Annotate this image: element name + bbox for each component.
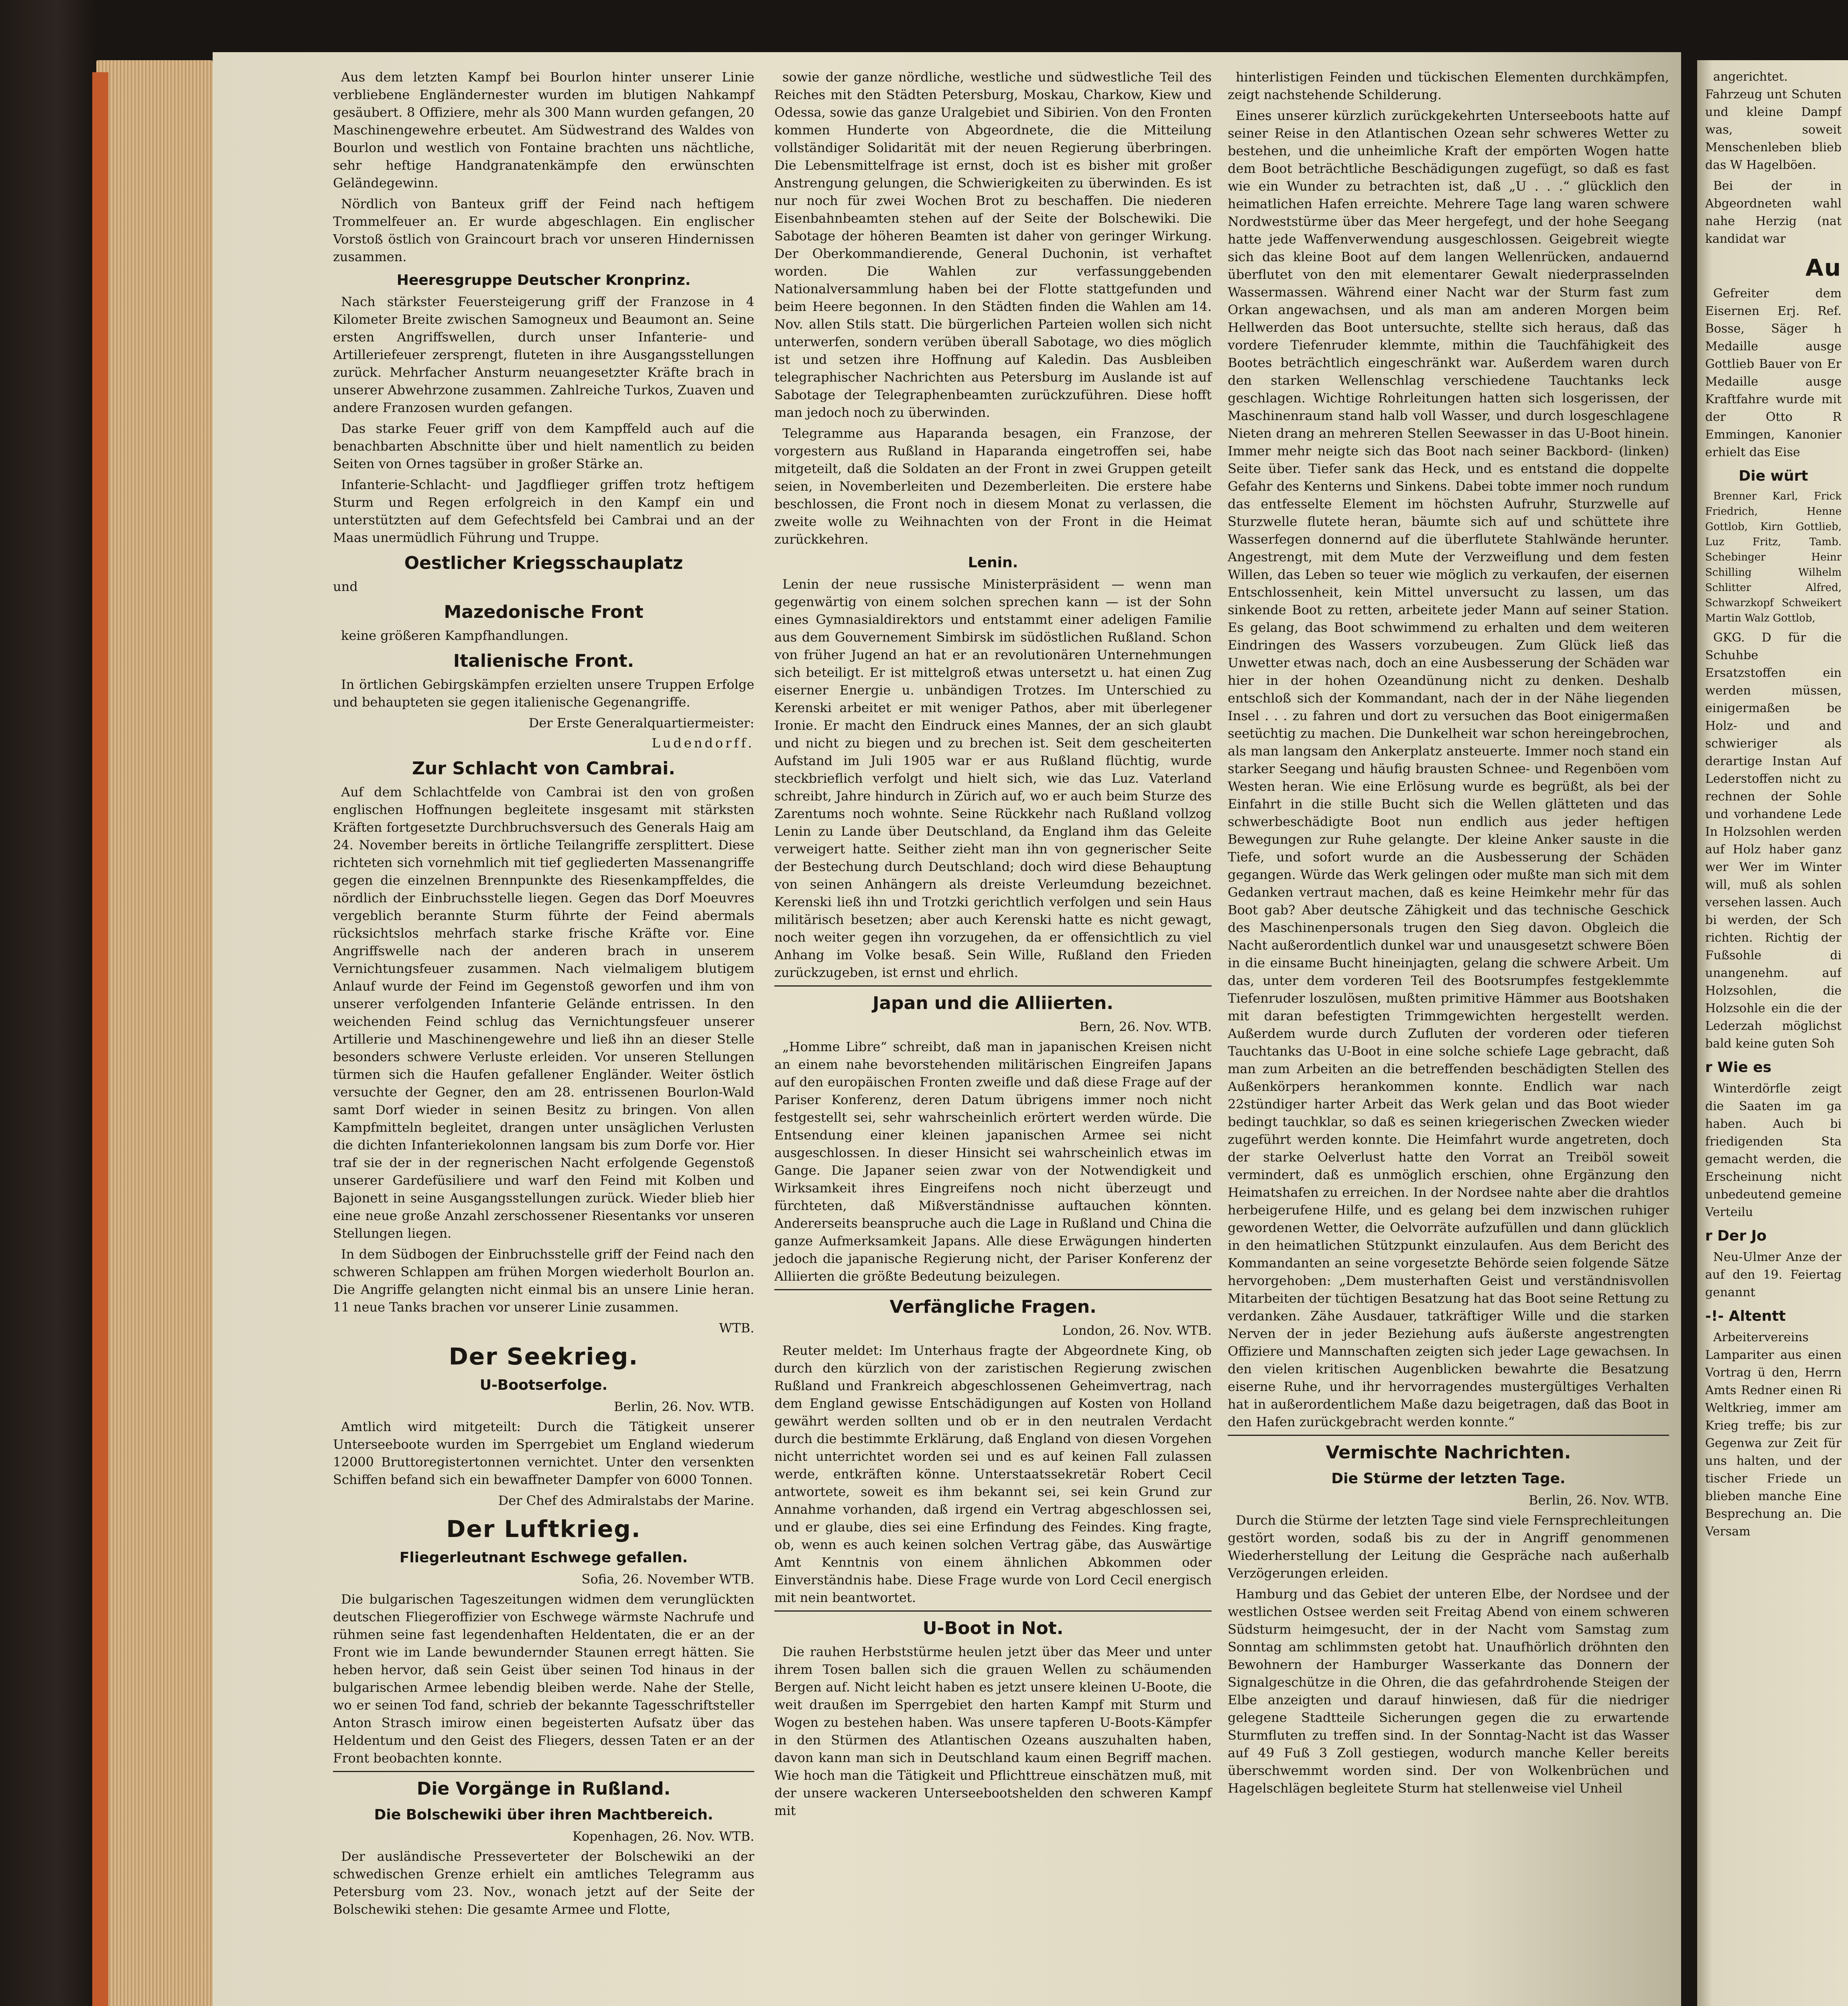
page-edges bbox=[96, 60, 213, 2006]
paragraph: hinterlistigen Feinden und tückischen Elementen durchkämpfen, zeigt nachstehende Schilderung. bbox=[1228, 69, 1669, 102]
paragraph: Amtlich wird mitgeteilt: Durch die Tätigkeit unserer Unterseeboote wurden im Sperrgebiet um England wiederum 12000 Bruttoregistertonnen vernichtet. Unter den versenkten Schiffen befand sich ein bewaffneter Dampfer von 6000 Tonnen. bbox=[333, 1419, 754, 1487]
dateline: Berlin, 26. Nov. WTB. bbox=[613, 1399, 754, 1414]
divider bbox=[774, 985, 1212, 987]
signature-name: Ludendorff. bbox=[652, 735, 754, 751]
section-heading: Der Seekrieg. bbox=[449, 1343, 639, 1370]
paragraph: Neu-Ulmer Anze der auf den 19. Feiertag genannt bbox=[1705, 1250, 1842, 1299]
paragraph: Das starke Feuer griff von dem Kampffeld auch auf die benachbarten Abschnitte über und hielt namentlich zu beiden Seiten von Ornes tagsüber in großer Stärke an. bbox=[333, 421, 754, 471]
signature: Der Chef des Admiralstabs der Marine. bbox=[498, 1493, 754, 1508]
dateline: Sofia, 26. November WTB. bbox=[581, 1572, 754, 1587]
section-heading: Mazedonische Front bbox=[444, 602, 644, 622]
divider bbox=[333, 1771, 754, 1772]
paragraph: Der ausländische Presseverteter der Bolschewiki an der schwedischen Grenze erhielt ein amtliches Telegramm aus Petersburg vom 23. Nov., wonach jetzt auf der Seite der Bolschewiki stehen: Die gesamte Armee und Flotte, bbox=[333, 1849, 754, 1917]
section-heading: Verfängliche Fragen. bbox=[889, 1297, 1097, 1317]
subheading: Die Stürme der letzten Tage. bbox=[1331, 1470, 1566, 1487]
section-heading: Vermischte Nachrichten. bbox=[1326, 1442, 1571, 1463]
paragraph: In dem Südbogen der Einbruchsstelle griff der Feind nach den schweren Schlappen am frühen Morgen wiederholt Bourlon an. Die Angriffe gelangten nicht einmal bis an unsere Linie heran. 11 neue Tanks brachen vor unserer Linie zusammen. bbox=[333, 1247, 754, 1315]
section-heading: Japan und die Alliierten. bbox=[873, 993, 1113, 1013]
source-tag: WTB. bbox=[719, 1320, 754, 1336]
paragraph: Lenin der neue russische Ministerpräsident — wenn man gegenwärtig von einem solchen sprechen kann — ist der Sohn eines Gymnasialdirektors und entstammt einer adeligen Familie aus dem Gouvernement Simbirsk im südöstlichen Rußland. Schon von früher Jugend an hat er an revolutionären Unternehmungen sich beteiligt. Er ist mittelgroß etwas untersetzt u. hat einen Zug eiserner Energie u. unbändigen Trotzes. Im Unterschied zu Kerenski arbeitet er mit weniger Pathos, aber mit überlegener Ironie. Er macht den Eindruck eines Mannes, der an sich glaubt und nicht zu biegen und zu brechen ist. Seit dem gescheiterten Aufstand im Juli 1905 war er aus Rußland flüchtig, wurde steckbrieflich verfolgt und hielt sich, wie das Luz. Vaterland schreibt, Jahre hindurch in Zürich auf, wo er auch beim Sturze des Zarentums noch wohnte. Seine Rückkehr nach Rußland vollzog Lenin zu Lande über Deutschland, da England ihm das Geleite verweigert hatte. Seither zieht man ihn von gegnerischer Seite der Bestechung durch Deutschland; doch wird diese Behauptung von seinen Anhängern als dreiste Verleumdung bezeichnet. Kerenski ließ ihn und Trotzki gerichtlich verfolgen und sein Haus militärisch besetzen; aber auch Kerenski hatte es nicht gewagt, noch weiter gegen ihn vorzugehen, da er offensichtlich zu viel Anhang im Volke besaß. Sein Wille, Rußland den Frieden zurückzugeben, ist ernst und ehrlich. bbox=[774, 577, 1212, 980]
paragraph: Die rauhen Herbststürme heulen jetzt über das Meer und unter ihrem Tosen ballen sich die grauen Wellen zu schäumenden Bergen auf. Nicht leicht haben es jetzt unsere kleinen U-Boote, die weit draußen im Sperrgebiet den harten Kampf mit Sturm und Wogen zu bestehen haben. Was unsere tapferen U-Boots-Kämpfer in den Stürmen des Atlantischen Ozeans auszuhalten haben, davon kann man sich in Deutschland kaum einen Begriff machen. Wie hoch man die Tätigkeit und Pflichttreue einschätzen muß, mit der unsere wackeren Unterseebootshelden den schweren Kampf mit bbox=[774, 1644, 1212, 1818]
paragraph: angerichtet. Fahrzeug unt Schuten und kleine Dampf was, soweit Menschenleben blieb das W Hagelböen. bbox=[1705, 70, 1842, 172]
paragraph: Winterdörfle zeigt die Saaten im ga haben. Auch bi friedigenden Sta gemacht werden, die Erscheinung nicht unbedeutend gemeine Verteilu bbox=[1705, 1082, 1842, 1219]
section-heading: Au bbox=[1805, 254, 1842, 281]
column-3 bbox=[1228, 68, 1669, 1800]
paragraph: sowie der ganze nördliche, westliche und südwestliche Teil des Reiches mit den Städten Petersburg, Moskau, Charkow, Kiew und Odessa, sowie das ganze Uralgebiet und Sibirien. Von den Fronten kommen Hunderte von Abgeordnete, die die Mitteilung vollständiger Solidarität mit der neuen Regierung überbringen. Die Lebensmittelfrage ist ernst, doch ist es bisher mit großer Anstrengung gelungen, die Schwierigkeiten zu überwinden. Es ist nur noch für zwei Wochen Brot zu beschaffen. Die niederen Eisenbahnbeamten stehen auf der Seite der Bolschewiki. Die Sabotage der höheren Beamten ist daher von geringer Wirkung. Der Oberkommandierende, General Duchonin, ist verhaftet worden. Die Wahlen zur verfassunggebenden Nationalversammlung haben bei der Flotte stattgefunden und beim Heere begonnen. In den Städten finden die Wahlen am 14. Nov. allen Stils statt. Die bürgerlichen Parteien wollen sich nicht unterwerfen, sondern verüben überall Sabotage, wo dies möglich ist und setzen ihre Hoffnung auf Kaledin. Das Ausbleiben telegraphischer Nachrichten aus Petersburg im Auslande ist auf Sabotage der Telegraphenbeamten zurückzuführen. Diese hofft man jedoch noch zu überwinden. bbox=[774, 69, 1212, 420]
paragraph: Durch die Stürme der letzten Tage sind viele Fernsprechleitungen gestört worden, sodaß bis zu der in Angriff genommenen Wiederherstellung der Leitung die Gespräche nach außerhalb Verzögerungen erleiden. bbox=[1228, 1513, 1669, 1581]
section-heading: Die Vorgänge in Rußland. bbox=[416, 1779, 671, 1799]
column-2 bbox=[774, 68, 1212, 1823]
section-heading: Heeresgruppe Deutscher Kronprinz. bbox=[396, 272, 691, 288]
paragraph: Nach stärkster Feuersteigerung griff der Franzose in 4 Kilometer Breite zwischen Samogneux und Beaumont an. Seine ersten Angriffswellen, durch unser Infanterie- und Artilleriefeuer zersprengt, fluteten in ihre Ausgangsstellungen zurück. Mehrfacher Ansturm neuangesetzter Kräfte brach in unserer Abwehrzone zusammen. Zahlreiche Turkos, Zuaven und andere Franzosen wurden gefangen. bbox=[333, 294, 754, 415]
section-heading: Oestlicher Kriegsschauplatz bbox=[404, 553, 683, 573]
paragraph: Reuter meldet: Im Unterhaus fragte der Abgeordnete King, ob durch den kürzlich von der zaristischen Regierung zwischen Rußland und Frankreich abgeschlossenen Geheimvertrag, nach dem England gewisse Entschädigungen auf Kosten von Holland gewährt werden sollten und ob er in den neutralen Verdacht durch die bestimmte Erklärung, daß England von diesen Vorgehen nicht unterrichtet worden sei und es auf keinen Fall zulassen werde, entkräften könne. Unterstaatssekretär Robert Cecil antwortete, soweit es ihm bekannt sei, sei kein Grund zur Annahme vorhanden, daß irgend ein Vertrag abgeschlossen sei, und er glaube, dies sei eine Erfindung des Feindes. King fragte, ob, wenn es auch keinen solchen Vertrag gäbe, das Auswärtige Amt Kenntnis von einem ähnlichen Abkommen oder Einverständnis habe. Diese Frage wurde von Lord Cecil energisch mit nein beantwortet. bbox=[774, 1343, 1212, 1605]
paragraph: Gefreiter dem Eisernen Erj. Ref. Bosse, Säger h Medaille ausge Gottlieb Bauer von Er Medaille ausge Kraftfahre wurde mit der Otto R Emmingen, Kanonier erhielt das Eise bbox=[1705, 286, 1842, 459]
section-heading: Zur Schlacht von Cambrai. bbox=[412, 758, 675, 779]
dateline: Bern, 26. Nov. WTB. bbox=[1079, 1019, 1212, 1034]
divider bbox=[774, 1289, 1212, 1290]
paragraph: Hamburg und das Gebiet der unteren Elbe, der Nordsee und der westlichen Ostsee werden seit Freitag Abend von einem schweren Südsturm heimgesucht, der in der Nacht vom Samstag zum Sonntag am schlimmsten getobt hat. Unaufhörlich dröhnten den Bewohnern der Hamburger Wasserkante das Donnern der Signalgeschütze in die Ohren, die das gefahrdrohende Steigen der Elbe anzeigten und darauf hinwiesen, daß für die niedriger gelegene Stadtteile Sicherungen gegen die zu erwartende Sturmfluten zu treffen sind. In der Sonntag-Nacht ist das Wasser auf 49 Fuß 3 Zoll gestiegen, wodurch manche Keller bereits überschwemmt worden sind. Der von Wolkenbrüchen und Hagelschlägen begleitete Sturm hat stellenweise viel Unheil bbox=[1228, 1586, 1669, 1796]
paragraph: „Homme Libre“ schreibt, daß man in japanischen Kreisen nicht an einem nahe bevorstehenden militärischen Eingreifen Japans auf den europäischen Fronten zweifle und daß diese Frage auf der Pariser Konferenz, deren Datum übrigens immer noch nicht festgestellt sei, sehr wahrscheinlich erörtert werden würde. Die Entsendung einer kleinen japanischen Armee sei nicht ausgeschlossen. In dieser Hinsicht sei wahrscheinlich etwas im Gange. Die Japaner seien zwar von der Notwendigkeit und Wirksamkeit ihres Eingreifens noch nicht überzeugt und fürchteten, daß Mißverständnisse auftauchen könnten. Andererseits beanspruche auch die Lage in Rußland und China die ganze Aufmerksamkeit Japans. Alle diese Erwägungen hinderten jedoch die japanische Regierung nicht, der Pariser Konferenz der Alliierten die größte Bedeutung beizulegen. bbox=[774, 1039, 1212, 1284]
divider bbox=[1228, 1435, 1669, 1436]
conjunction: und bbox=[333, 579, 358, 594]
paragraph: In örtlichen Gebirgskämpfen erzielten unsere Truppen Erfolge und behaupteten sie gegen italienische Gegenangriffe. bbox=[333, 677, 754, 710]
name-list: Brenner Karl, Frick Friedrich, Henne Gottlob, Kirn Gottlieb, Luz Fritz, Tamb. Schebinger Heinr Schilling Wilhelm Schlitter Alfred, Schwarzkopf Schweikert Martin Walz Gottlob, bbox=[1705, 490, 1842, 624]
paragraph: Die bulgarischen Tageszeitungen widmen dem verunglückten deutschen Fliegeroffizier von Eschwege wärmste Nachrufe und rühmen seine fast legendenhaften Heldentaten, die er an der Front wie im Lande bewundernder Staunen erregt hätten. Sie heben hervor, daß sein Geist über seinen Tod hinaus in der bulgarischen Armee lebendig bleiben werde. Nahe der Stelle, wo er seinen Tod fand, schrieb der bekannte Tagesschriftsteller Anton Strasch imirow einen begeisterten Aufsatz über das Heldentum und den Geist des Fliegers, dessen Taten er an der Front beobachten konnte. bbox=[333, 1592, 754, 1766]
section-heading: Italienische Front. bbox=[453, 651, 634, 671]
section-heading: Lenin. bbox=[968, 554, 1018, 571]
paragraph: Aus dem letzten Kampf bei Bourlon hinter unserer Linie verbliebene Engländernester wurden im blutigen Nahkampf gesäubert. 8 Offiziere, mehr als 300 Mann wurden gefangen, 20 Maschinengewehre erbeutet. Am Südwestrand des Waldes von Bourlon und westlich von Fontaine brachten uns nächtliche, sehr heftige Handgranatenkämpfe den erwünschten Geländegewinn. bbox=[333, 69, 754, 191]
section-heading: Der Luftkrieg. bbox=[446, 1515, 641, 1543]
section-heading: -!- Altentt bbox=[1705, 1308, 1786, 1324]
section-heading: U-Boot in Not. bbox=[922, 1618, 1064, 1639]
paragraph: Auf dem Schlachtfelde von Cambrai ist den von großen englischen Hoffnungen begleitete insgesamt mit stärksten Kräften fortgesetzte Durchbruchsversuch des Generals Haig am 24. November bereits in örtliche Teilangriffe zersplittert. Diese richteten sich vornehmlich mit tief gegliederten Massenangriffe gegen die einzelnen Brennpunkte des Riesenkampffeldes, die nördlich der Einbruchsstelle liegen. Gegen das Dorf Moeuvres vergeblich berannte Sturm führte der Feind abermals rücksichtslos mehrfach starke frische Kräfte vor. Eine Angriffswelle nach der anderen brach in unserem Vernichtungsfeuer zusammen. Nach vielmaligem blutigem Anlauf wurde der Feind im Gegenstoß geworfen und ihm von unserer verfolgenden Infanterie Gelände entrissen. In den weichenden Feind schlug das Vernichtungsfeuer unserer Artillerie und Maschinengewehre und ließ ihn an dieser Stelle besonders schwere Verluste erleiden. Vor unseren Stellungen türmen sich die Haufen gefallener Engländer. Weiter östlich versuchte der Gegner, den am 28. entrissenen Bourlon-Wald samt Dorf wieder in seinen Besitz zu bringen. Von allen Kampfmitteln begleitet, drangen unter unsäglichen Verlusten die dichten Infanteriekolonnen langsam bis zum Dorfe vor. Hier traf sie der in der regnerischen Nacht erfolgende Gegenstoß unserer Gardefüsiliere und warf den Feind mit Kolben und Bajonett in seine Ausgangsstellungen zurück. Wieder blieb hier eine neue große Anzahl zerschossener Riesentanks vor unseren Stellungen liegen. bbox=[333, 784, 754, 1241]
paragraph: Eines unserer kürzlich zurückgekehrten Unterseeboots hatte auf seiner Reise in den Atlantischen Ozean sehr schweres Wetter zu bestehen, und die unheimliche Kraft der empörten Wogen hatte dem Boot beträchtliche Beschädigungen zugefügt, so daß es fast wie ein Wunder zu betrachten ist, daß „U . . .“ glücklich den heimatlichen Hafen erreichte. Mehrere Tage lang waren schwere Nordweststürme über das Meer hergefegt, und der hohe Seegang hatte jede Waffenverwendung ausgeschlossen. Geigebreit wiegte sich das kleine Boot auf dem langen Wellenrücken, andauernd überflutet von den mit elementarer Gewalt niederprasselnden Wassermassen. Während einer Nacht war der Sturm fast zum Orkan angewachsen, und als man am anderen Morgen beim Hellwerden das Boot untersuchte, stellte sich heraus, daß das vordere Tiefenruder klemmte, mithin die Tauchfähigkeit des Bootes beträchtlich eingeschränkt war. Außerdem waren durch den starken Wellenschlag verschiedene Tauchtanks leck geschlagen. Wichtige Rohrleitungen hatten sich losgerissen, der Maschinenraum stand halb voll Wasser, und durch losgeschlagene Nieten drang an mehreren Stellen Seewasser in das U-Boot hinein. Immer mehr neigte sich das Boot nach seiner Backbord- (linken) Seite über. Tiefer sank das Heck, und es entstand die doppelte Gefahr des Kenterns und Sinkens. Dabei tobte immer noch rundum das entfesselte Element im höchsten Aufruhr, Sturzwelle auf Sturzwelle flutete heran, bäumte sich auf und schüttete ihre Wasserfegen donnernd auf die überflutete Stahlwände herunter. Angestrengt, mit dem Mute der Verzweiflung und dem festen Willen, das Leben so teuer wie möglich zu verkaufen, der eisernen Entschlossenheit, kein Mittel unversucht zu lassen, um das sinkende Boot zu retten, arbeitete jeder Mann auf seiner Station. Es gelang, das Boot schwimmend zu erhalten und dem weiteren Eindringen des Wassers vorzubeugen. Zum Glück ließ das Unwetter etwas nach, doch an eine Ausbesserung der Schäden war hier in der hohen Ozeandünung nicht zu denken. Deshalb entschloß sich der Kommandant, nach der in der Nähe liegenden Insel . . . zu fahren und dort zu versuchen das Boot einigermaßen seetüchtig zu machen. Die Dunkelheit war schon hereingebrochen, als man langsam den Ankerplatz ansteuerte. Immer noch stand ein starker Seegang und häufig brausten Schnee- und Regenböen vom Westen heran. Wie eine Erlösung wurde es begrüßt, als bei der Einfahrt in die stille Bucht sich die Wellen glätteten und das schwerbeschädigte Boot nun endlich aus jeder heftigen Bewegungen zur Ruhe gelangte. Der kleine Anker sauste in die Tiefe, und sofort wurde an die Ausbesserung der Schäden gegangen. Würde das Werk gelingen oder mußte man sich mit dem Gedanken vertraut machen, daß es keine Heimkehr mehr für das Boot gab? Aber deutsche Zähigkeit und das technische Geschick des Maschinenpersonals trugen den Sieg davon. Obgleich die Nacht außerordentlich dunkel war und unausgesetzt schwere Böen in die einsame Bucht hineinjagten, gelang die schwere Arbeit. Um das, unter dem vorderen Teil des Bootsrumpfes festgeklemmte Tiefenruder loszulösen, mußten primitive Hämmer aus Bootshaken mit daran befestigten Trimmgewichten hergestellt werden. Außerdem wurde durch Zufluten der vorderen oder tieferen Tauchtanks das U-Boot in eine solche schiefe Lage gebracht, daß man zum Arbeiten an die betreffenden beschädigten Stellen des Außenkörpers herankommen konnte. Endlich war nach 22stündiger harter Arbeit das Werk gelan und das Boot wieder bedingt tauchklar, so daß es seinen kriegerischen Zwecken wieder zugeführt werden konnte. Die Heimfahrt wurde angetreten, doch der starke Oelverlust hatte den Vorrat an Treiböl soweit vermindert, daß es unmöglich erschien, ohne Ergänzung den Heimatshafen zu erreichen. In der Nordsee nahte aber die drahtlos herbeigerufene Hilfe, und es gelang bei dem inzwischen ruhiger gewordenen Wetter, die Oelvorräte aufzufüllen und dann glücklich in den heimatlichen Stützpunkt einzulaufen. Aus dem Bericht des Kommandanten an seine vorgesetzte Behörde seien folgende Sätze hervorgehoben: „Dem musterhaften Geist und verständnisvollen Mitarbeiten der tüchtigen Besatzung hat das Boot seine Rettung zu verdanken. Zähe Ausdauer, tatkräftiger Wille und die starken Nerven der in jeder Beziehung aufs äußerste angestrengten Offiziere und Mannschaften zeigten sich jeder Lage gewachsen. In den vielen kritischen Augenblicken bewahrte die Besatzung eiserne Ruhe, und ihr hervorragendes mustergültiges Verhalten hat in außerordentlichem Maße dazu beigetragen, daß das Boot in den Hafen zurückgebracht werden konnte.“ bbox=[1228, 108, 1669, 1429]
divider bbox=[774, 1610, 1212, 1612]
paragraph: Nördlich von Banteux griff der Feind nach heftigem Trommelfeuer an. Er wurde abgeschlagen. Ein englischer Vorstoß östlich von Graincourt brach vor unseren Hindernissen zusammen. bbox=[333, 196, 754, 264]
paragraph: Telegramme aus Haparanda besagen, ein Franzose, der vorgestern aus Rußland in Haparanda eingetroffen sei, habe mitgeteilt, daß die Soldaten an der Front in zwei Gruppen geteilt seien, in Novemberleiten und Dezemberleiten. Die erstere habe beschlossen, die Front noch in diesem Monat zu verlassen, die zweite wolle zu Weihnachten von der Front in die Heimat zurückkehren. bbox=[774, 426, 1212, 547]
subheading: U-Bootserfolge. bbox=[479, 1377, 608, 1393]
column-1 bbox=[333, 68, 754, 1921]
dateline: Kopenhagen, 26. Nov. WTB. bbox=[572, 1829, 754, 1844]
page-edge-red bbox=[92, 72, 108, 2006]
section-heading: r Wie es bbox=[1705, 1059, 1772, 1076]
paragraph: Bei der in Abgeordneten wahl nahe Herzig (nat kandidat war bbox=[1705, 179, 1842, 246]
paragraph: Infanterie-Schlacht- und Jagdflieger griffen trotz heftigem Sturm und Regen erfolgreich in den Kampf ein und unterstützten auf dem Gefechtsfeld bei Cambrai und an der Maas unermüdlich Führung und Truppe. bbox=[333, 477, 754, 545]
section-heading: r Der Jo bbox=[1705, 1228, 1767, 1244]
subheading: Die würt bbox=[1738, 468, 1808, 484]
book-spine bbox=[0, 0, 96, 2006]
dateline: Berlin, 26. Nov. WTB. bbox=[1528, 1492, 1669, 1508]
paragraph: GKG. D für die Schuhbe Ersatzstoffen ein werden müssen, einigermaßen be Holz- und and schwieriger als derartige Instan Auf Lederstoffen nicht zu rechnen der Sohle und vorhandene Lede In Holzsohlen werden auf Holz haber ganz wer Wer im Winter will, muß als sohlen versehen lassen. Auch bi werden, der Sch richten. Richtig der Fußsohle di unangenehm. auf Holzsohlen, die Holzsohle ein die der Lederzah möglichst bald keine guten Soh bbox=[1705, 631, 1842, 1051]
dateline: London, 26. Nov. WTB. bbox=[1062, 1323, 1212, 1338]
signature-title: Der Erste Generalquartiermeister: bbox=[528, 715, 754, 731]
column-4-partial bbox=[1705, 68, 1842, 2006]
subheading: Die Bolschewiki über ihren Machtbereich. bbox=[374, 1807, 713, 1823]
subheading: Fliegerleutnant Eschwege gefallen. bbox=[399, 1549, 688, 1566]
paragraph: Arbeitervereins Lampariter aus einen Vortrag ü den, Herrn Amts Redner einen Ri Weltkrieg, immer am Krieg treffe; bis zur Gegenwa zur Zeit für uns halten, und der tischer Friede un blieben manche Eine Besprechung an. Die Versam bbox=[1705, 1330, 1842, 1539]
paragraph: keine größeren Kampfhandlungen. bbox=[341, 628, 569, 643]
